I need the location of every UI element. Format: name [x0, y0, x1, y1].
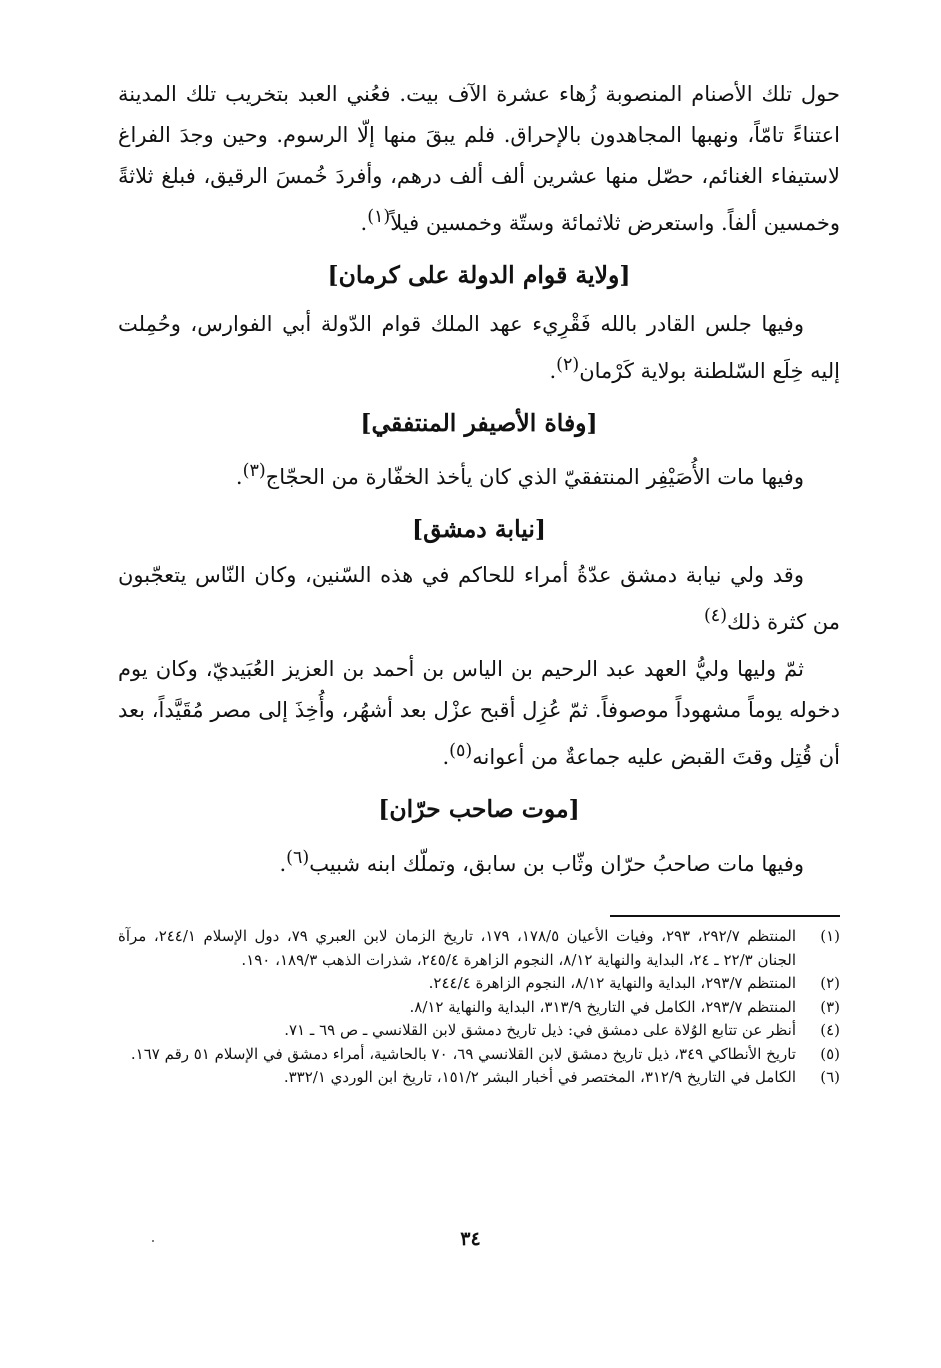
footnote-number: (٢): [820, 974, 840, 992]
paragraph: [118, 555, 840, 643]
paragraph-text: وقد ولي نيابة دمشق عدّةُ أمراء للحاكم في هذه السّنين، وكان النّاس يتعجّبون من كثرة ذلك: [118, 563, 840, 634]
section-heading: [وفاة الأصيفر المنتفقي]: [360, 409, 598, 437]
paragraph: [118, 451, 840, 498]
section-heading: [ولاية قوام الدولة على كرمان]: [327, 261, 631, 289]
footnote-number: (٣): [820, 997, 840, 1016]
paragraph-text: وفيها مات صاحبُ حرّان وثّاب بن سابق، وتملّك ابنه شبيب: [309, 852, 804, 876]
page-number: ٣٤: [460, 1228, 481, 1250]
footnote: [118, 996, 840, 1020]
footnote-number: (٤): [820, 1021, 840, 1039]
end-punct: .: [235, 465, 243, 489]
footnote-number: (٦): [820, 1068, 840, 1086]
paragraph-text: حول تلك الأصنام المنصوبة زُهاء عشرة الآف بيت. فعُني العبد بتخريب تلك المدينة اعتناءً تامّاً، ونهبها المجاهدون بالإحراق. فلم يبقَ منها إلّا الرسوم. وحين وجدَ الفراغ لاستيفاء الغنائم، حصّل منها عشرين ألف ألف درهم، وأفردَ خُمسَ الرقيق، فبلغ ثلاثةً وخمسين ألفاً. واستعرض ثلاثمائة وستّة وخمسين فيلاً: [118, 82, 840, 235]
end-punct: .: [360, 211, 368, 235]
paragraph-text: وفيها جلس القادر بالله فَقْرِيء عهد الملك قوام الدّولة أبي الفوارس، وحُمِلت إليه خِلَع السّلطنة بولاية كَرْمان: [118, 312, 840, 383]
footnote: [118, 1043, 840, 1067]
paragraph: [118, 304, 840, 392]
paragraph: [118, 649, 840, 778]
end-punct: .: [279, 852, 287, 876]
footnote-marker: (٣): [242, 461, 266, 481]
main-text: [118, 74, 840, 885]
footnote: [118, 1019, 840, 1043]
footnote-marker: (٢): [556, 355, 580, 375]
footnote-marker: (٦): [286, 848, 310, 868]
footnote-text: المنتظم ٢٩٣/٧، البداية والنهاية ٨/١٢، النجوم الزاهرة ٢٤٤/٤.: [428, 974, 796, 992]
section-heading: [موت صاحب حرّان]: [378, 795, 580, 823]
scan-speck: [152, 1240, 154, 1242]
footnote-marker: (٤): [703, 606, 728, 626]
footnote-text: أنظر عن تتابع الوُلاة على دمشق في: ذيل تاريخ دمشق لابن القلانسي ـ ص ٦٩ ـ ٧١.: [284, 1021, 796, 1039]
paragraph: [118, 838, 840, 885]
footnote: [118, 1066, 840, 1090]
footnote-text: تاريخ الأنطاكي ٣٤٩، ذيل تاريخ دمشق لابن القلانسي ٦٩، ٧٠ بالحاشية، أمراء دمشق في الإسلام ٥١ رقم ١٦٧.: [130, 1044, 796, 1063]
footnote-marker: (١): [367, 207, 391, 227]
end-punct: .: [442, 745, 450, 769]
footnote: [118, 925, 840, 972]
footnote-separator: [610, 915, 840, 917]
footnote-number: (٥): [820, 1044, 840, 1063]
paragraph-text: ثمّ وليها وليُّ العهد عبد الرحيم بن الياس بن أحمد بن العزيز العُبَيديّ، وكان يوم دخوله يوماً مشهوداً موصوفاً. ثمّ عُزِل أقبح عزْل بعد أشهُر، وأُخِذَ إلى مصر مُقَيَّداً، بعد أن قُتِل وقتَ القبض عليه جماعةٌ من أعوانه: [118, 657, 840, 769]
footnote-text: الكامل في التاريخ ٣١٢/٩، المختصر في أخبار البشر ١٥١/٢، تاريخ ابن الوردي ٣٣٢/١.: [283, 1068, 796, 1086]
paragraph: [118, 74, 840, 244]
paragraph-text: وفيها مات الأُصَيْفِر المنتفقيّ الذي كان يأخذ الخفّارة من الحجّاج: [265, 465, 804, 489]
end-punct: .: [549, 359, 557, 383]
footnote-text: المنتظم ٢٩٣/٧، الكامل في التاريخ ٣١٣/٩، البداية والنهاية ٨/١٢.: [409, 997, 796, 1016]
footnote-number: (١): [820, 927, 840, 945]
footnote-text: المنتظم ٢٩٢/٧، ٢٩٣، وفيات الأعيان ١٧٨/٥، ١٧٩، تاريخ الزمان لابن العبري ٧٩، دول الإسلام ٢٤٤/١، مرآة الجنان ٢٢/٣ ـ ٢٤، البداية والنهاية ٨/١٢، النجوم الزاهرة ٢٤٥/٤، شذرات الذهب ١٨٩/٣، ١٩٠.: [118, 927, 797, 969]
section-heading: [نيابة دمشق]: [412, 515, 546, 543]
footnote: [118, 972, 840, 996]
footnote-marker: (٥): [449, 741, 473, 761]
footnotes: [118, 925, 840, 1090]
